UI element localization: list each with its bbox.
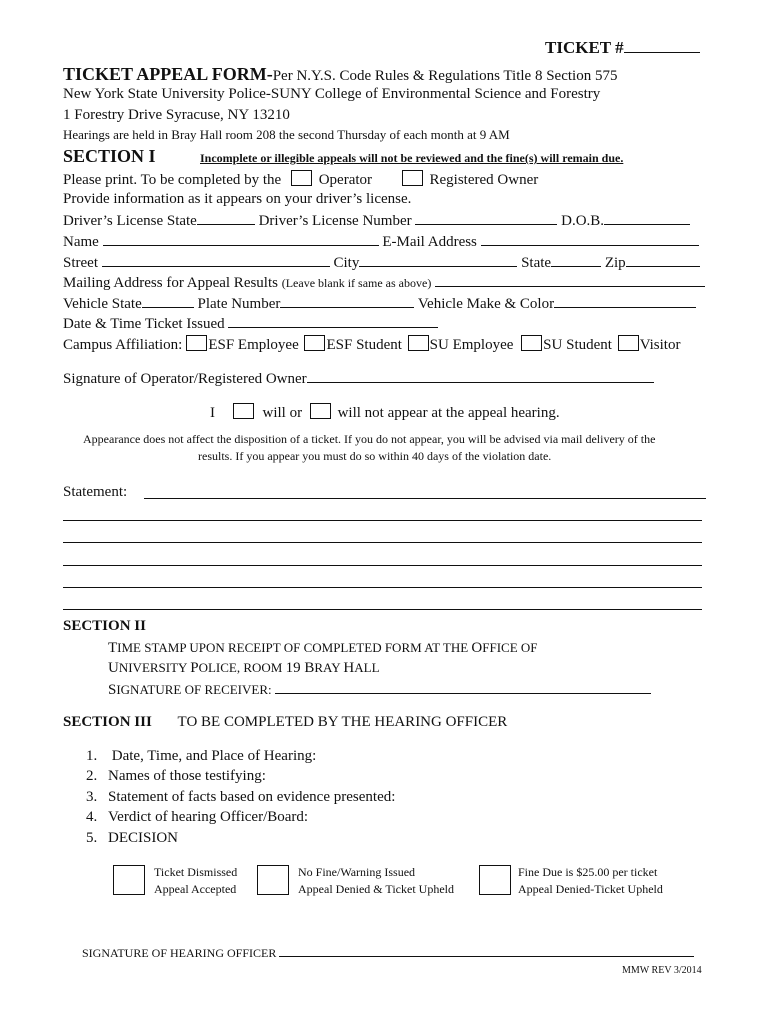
name-row: Name E-Mail Address [63,232,699,251]
plate-number-field[interactable] [280,294,414,308]
decision-1-line-1: Ticket Dismissed [154,865,238,879]
decision-2-line-2: Appeal Denied & Ticket Upheld [298,882,454,896]
city-field[interactable] [359,253,517,267]
dob-field[interactable] [604,211,690,225]
appearance-note-1: Appearance does not affect the disposition of a ticket. If you do not appear, you will be advised via mail delivery of the [83,432,656,446]
decision-1-line-2: Appeal Accepted [154,882,237,896]
appearance-row: I will or will not appear at the appeal hearing. [210,405,560,421]
form-title: TICKET APPEAL FORM-Per N.Y.S. Code Rules & Regulations Title 8 Section 575 [63,64,618,84]
will-not-appear-checkbox[interactable] [310,403,331,419]
provide-info: Provide information as it appears on your driver’s license. [63,191,412,207]
signature-field[interactable] [307,369,654,383]
section-3-header: SECTION III TO BE COMPLETED BY THE HEARING OFFICER [63,714,508,730]
ticket-number-field[interactable] [624,39,700,53]
license-row: Driver’s License State Driver’s License Number D.O.B. [63,211,690,230]
address-line: 1 Forestry Drive Syracuse, NY 13210 [63,107,290,123]
statement-line-1[interactable] [144,498,706,499]
list-item: 4. Verdict of hearing Officer/Board: [86,809,309,825]
street-row: Street City State Zip [63,253,700,272]
will-appear-checkbox[interactable] [233,403,254,419]
statement-line-3[interactable] [63,542,702,543]
section-2-title: SECTION II [63,618,146,634]
date-time-field[interactable] [228,314,438,328]
please-print-row: Please print. To be completed by the Operator Registered Owner [63,172,539,188]
vehicle-state-field[interactable] [142,294,194,308]
list-item: 5. DECISION [86,830,178,846]
owner-checkbox[interactable] [402,170,423,186]
su-employee-checkbox[interactable] [408,335,429,351]
email-field[interactable] [481,232,699,246]
signature-row: Signature of Operator/Registered Owner [63,369,654,388]
statement-line-2[interactable] [63,520,702,521]
street-field[interactable] [102,253,330,267]
fine-due-checkbox[interactable] [479,865,511,895]
state-field[interactable] [551,253,601,267]
list-item: 2. Names of those testifying: [86,768,266,784]
org-line: New York State University Police-SUNY College of Environmental Science and Forestry [63,86,601,102]
section-2-line-2: UNIVERSITY POLICE, ROOM 19 BRAY HALL [108,660,380,676]
officer-signature-row: SIGNATURE OF HEARING OFFICER [82,946,694,961]
name-field[interactable] [103,232,379,246]
date-time-row: Date & Time Ticket Issued [63,314,438,333]
statement-label: Statement: [63,484,128,500]
ticket-number-label: TICKET # [545,38,700,58]
officer-signature-field[interactable] [279,946,694,957]
ticket-dismissed-checkbox[interactable] [113,865,145,895]
decision-2-line-1: No Fine/Warning Issued [298,865,416,879]
appearance-note-2: results. If you appear you must do so within 40 days of the violation date. [198,449,552,463]
su-student-checkbox[interactable] [521,335,542,351]
vehicle-make-field[interactable] [554,294,696,308]
list-item: 3. Statement of facts based on evidence presented: [86,789,396,805]
no-fine-checkbox[interactable] [257,865,289,895]
mailing-address-field[interactable] [435,273,705,287]
operator-checkbox[interactable] [291,170,312,186]
statement-line-4[interactable] [63,565,702,566]
campus-affiliation-row: Campus Affiliation: ESF Employee ESF Student SU Employee SU Student Visitor [63,337,681,353]
decision-3-line-2: Appeal Denied-Ticket Upheld [518,882,663,896]
receiver-signature-field[interactable] [275,680,651,694]
visitor-checkbox[interactable] [618,335,639,351]
section-2-line-1: TIME STAMP UPON RECEIPT OF COMPLETED FORM AT THE OFFICE OF [108,640,538,656]
esf-student-checkbox[interactable] [304,335,325,351]
statement-line-6[interactable] [63,609,702,610]
revision-label: MMW REV 3/2014 [622,965,702,976]
list-item: 1. Date, Time, and Place of Hearing: [86,748,317,764]
warning-text: Incomplete or illegible appeals will not be reviewed and the fine(s) will remain due. [200,151,624,165]
statement-line-5[interactable] [63,587,702,588]
decision-3-line-1: Fine Due is $25.00 per ticket [518,865,658,879]
esf-employee-checkbox[interactable] [186,335,207,351]
section-1-title: SECTION I [63,146,156,166]
dl-number-field[interactable] [415,211,557,225]
dl-state-field[interactable] [197,211,255,225]
zip-field[interactable] [626,253,700,267]
section-2-line-3: SIGNATURE OF RECEIVER: [108,680,651,699]
vehicle-row: Vehicle State Plate Number Vehicle Make & Color [63,294,696,313]
mailing-row: Mailing Address for Appeal Results (Leave blank if same as above) [63,273,705,292]
hearings-line: Hearings are held in Bray Hall room 208 the second Thursday of each month at 9 AM [63,127,510,142]
